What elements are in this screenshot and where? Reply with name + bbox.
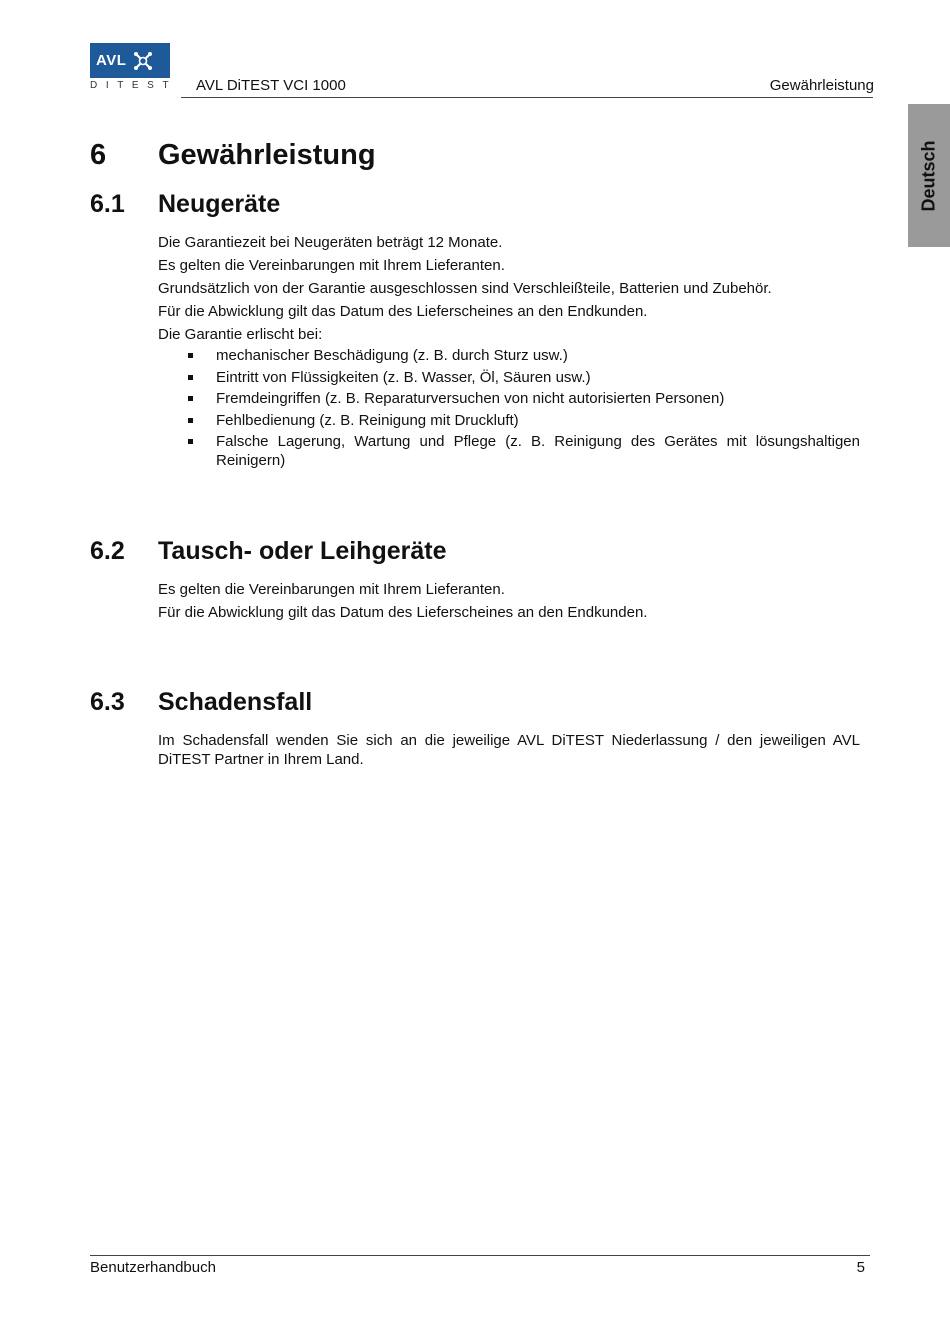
bullet-square-icon — [188, 439, 193, 444]
paragraph: Die Garantiezeit bei Neugeräten beträgt 12 Monate. — [158, 234, 503, 251]
bullet-square-icon — [188, 418, 193, 423]
chapter-title: Gewährleistung — [158, 139, 376, 171]
paragraph: Grundsätzlich von der Garantie ausgeschlossen sind Verschleißteile, Batterien und Zubehör. — [158, 280, 772, 297]
section-title: Schadensfall — [158, 688, 313, 716]
section-6-2-body — [158, 578, 860, 624]
warranty-exclusions-list — [158, 346, 860, 473]
language-tab — [908, 104, 950, 247]
logo-avl-text: AVL — [96, 52, 127, 69]
page-number: 5 — [856, 1259, 865, 1276]
footer-rule — [90, 1255, 870, 1256]
bullet-square-icon — [188, 396, 193, 401]
paragraph: Es gelten die Vereinbarungen mit Ihrem Lieferanten. — [158, 581, 505, 598]
header-section-name: Gewährleistung — [769, 77, 874, 94]
gear-icon — [132, 50, 154, 72]
avl-ditest-logo — [90, 43, 178, 91]
header-rule — [181, 97, 873, 98]
chapter-number: 6 — [90, 139, 107, 171]
paragraph: Für die Abwicklung gilt das Datum des Lieferscheines an den Endkunden. — [158, 303, 648, 320]
list-item-text: Eintritt von Flüssigkeiten (z. B. Wasser, Öl, Säuren usw.) — [216, 368, 591, 386]
paragraph: Die Garantie erlischt bei: — [158, 326, 323, 343]
list-item-text: mechanischer Beschädigung (z. B. durch Sturz usw.) — [216, 347, 568, 364]
section-title: Tausch- oder Leihgeräte — [158, 537, 447, 565]
list-item-text: Fehlbedienung (z. B. Reinigung mit Druckluft) — [216, 411, 519, 429]
section-title: Neugeräte — [158, 190, 281, 218]
footer-document-name: Benutzerhandbuch — [90, 1259, 216, 1276]
header-title: AVL DiTEST VCI 1000 — [196, 77, 346, 94]
paragraph: Es gelten die Vereinbarungen mit Ihrem Lieferanten. — [158, 257, 505, 274]
section-6-1-body — [158, 231, 860, 346]
paragraph: Im Schadensfall wenden Sie sich an die jeweilige AVL DiTEST Niederlassung / den jeweiligen AVL DiTEST Partner in Ihrem Land. — [158, 732, 860, 768]
section-number: 6.2 — [90, 537, 125, 565]
list-item — [158, 389, 860, 408]
list-item — [158, 368, 860, 387]
bullet-square-icon — [188, 375, 193, 380]
section-number: 6.1 — [90, 190, 125, 218]
list-item — [158, 411, 860, 430]
section-number: 6.3 — [90, 688, 125, 716]
list-item-text: Falsche Lagerung, Wartung und Pflege (z. B. Reinigung des Gerätes mit lösungshaltigen Reinigern) — [216, 433, 860, 469]
section-6-3-body — [158, 731, 860, 769]
language-tab-label: Deutsch — [918, 139, 939, 212]
list-item — [158, 432, 860, 470]
list-item — [158, 346, 860, 365]
bullet-square-icon — [188, 353, 193, 358]
logo-badge — [90, 43, 170, 78]
paragraph: Für die Abwicklung gilt das Datum des Lieferscheines an den Endkunden. — [158, 604, 648, 621]
list-item-text: Fremdeingriffen (z. B. Reparaturversuchen von nicht autorisierten Personen) — [216, 390, 725, 407]
logo-ditest-text: DITEST — [90, 80, 178, 91]
